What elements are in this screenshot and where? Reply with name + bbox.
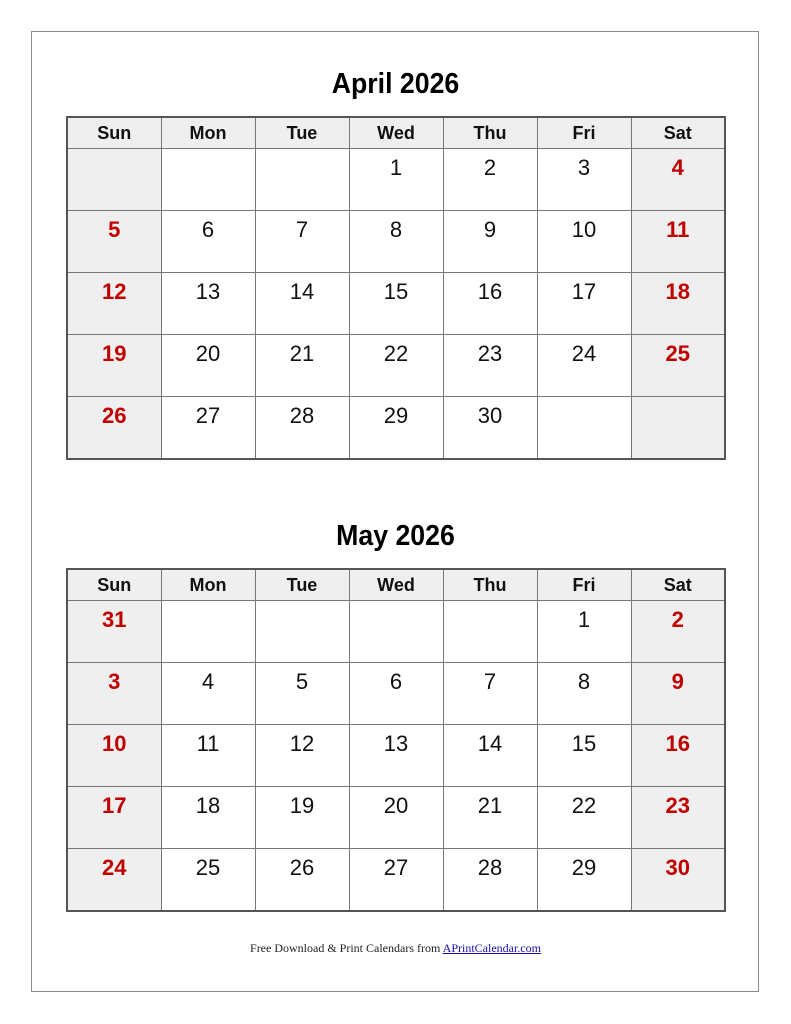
empty-day-cell — [255, 601, 349, 663]
day-cell — [161, 725, 255, 787]
day-cell — [349, 663, 443, 725]
empty-day-cell — [255, 149, 349, 211]
day-cell — [537, 211, 631, 273]
day-cell — [537, 787, 631, 849]
day-number: 4 — [201, 669, 215, 694]
day-cell — [349, 149, 443, 211]
month-title-april: April 2026 — [331, 68, 460, 100]
day-number: 8 — [577, 669, 591, 694]
day-cell — [537, 725, 631, 787]
day-number: 19 — [102, 341, 127, 366]
day-cell — [349, 335, 443, 397]
day-number: 4 — [671, 155, 684, 180]
day-number: 25 — [665, 341, 690, 366]
day-number: 9 — [671, 669, 684, 694]
day-cell — [537, 335, 631, 397]
footer-text: Free Download & Print Calendars from — [250, 941, 443, 955]
day-cell — [537, 273, 631, 335]
day-number: 6 — [201, 217, 215, 242]
day-number: 20 — [195, 341, 221, 366]
week-row — [67, 787, 725, 849]
footer — [0, 941, 791, 956]
day-cell — [443, 663, 537, 725]
week-row — [67, 273, 725, 335]
day-cell — [443, 787, 537, 849]
day-cell — [631, 849, 725, 912]
day-number: 6 — [389, 669, 403, 694]
day-number: 24 — [102, 855, 127, 880]
day-cell — [161, 335, 255, 397]
day-cell — [631, 787, 725, 849]
weekday-header-mon: Mon — [161, 569, 255, 601]
day-cell — [349, 849, 443, 912]
calendar-grid-april — [66, 116, 726, 460]
day-cell — [443, 849, 537, 912]
day-cell — [161, 397, 255, 460]
empty-day-cell — [161, 601, 255, 663]
day-number: 11 — [196, 731, 220, 756]
month-title-may: May 2026 — [336, 520, 455, 552]
day-cell — [631, 273, 725, 335]
weekday-header-tue: Tue — [255, 569, 349, 601]
day-number: 24 — [571, 341, 597, 366]
calendar-grid-may — [66, 568, 726, 912]
day-number: 12 — [102, 279, 127, 304]
day-number: 7 — [483, 669, 497, 694]
day-number: 26 — [102, 403, 127, 428]
day-number: 25 — [195, 855, 221, 880]
day-number: 19 — [289, 793, 315, 818]
day-cell — [349, 787, 443, 849]
day-cell — [67, 601, 161, 663]
day-number: 30 — [665, 855, 690, 880]
weekday-header-wed: Wed — [349, 569, 443, 601]
day-number: 2 — [671, 607, 684, 632]
day-cell — [537, 663, 631, 725]
day-number: 10 — [102, 731, 127, 756]
day-number: 28 — [477, 855, 503, 880]
day-number: 14 — [477, 731, 503, 756]
day-number: 5 — [295, 669, 309, 694]
day-cell — [255, 849, 349, 912]
day-number: 27 — [383, 855, 409, 880]
weekday-header-sat: Sat — [631, 569, 725, 601]
day-number: 3 — [108, 669, 121, 694]
day-number: 13 — [195, 279, 221, 304]
week-row — [67, 397, 725, 460]
empty-day-cell — [161, 149, 255, 211]
week-row — [67, 211, 725, 273]
day-number: 11 — [666, 217, 690, 242]
day-cell — [631, 211, 725, 273]
day-cell — [67, 273, 161, 335]
day-number: 16 — [665, 731, 690, 756]
weekday-header-mon: Mon — [161, 117, 255, 149]
day-cell — [255, 787, 349, 849]
day-number: 14 — [289, 279, 315, 304]
day-cell — [67, 725, 161, 787]
day-number: 7 — [295, 217, 309, 242]
day-cell — [349, 397, 443, 460]
day-number: 17 — [571, 279, 597, 304]
day-number: 23 — [477, 341, 503, 366]
day-cell — [67, 211, 161, 273]
day-cell — [537, 149, 631, 211]
day-cell — [255, 397, 349, 460]
empty-day-cell — [537, 397, 631, 460]
empty-day-cell — [349, 601, 443, 663]
day-number: 16 — [477, 279, 503, 304]
day-cell — [161, 211, 255, 273]
weekday-header-row — [67, 569, 725, 601]
day-cell — [443, 335, 537, 397]
day-cell — [631, 601, 725, 663]
day-number: 26 — [289, 855, 315, 880]
day-cell — [443, 725, 537, 787]
day-number: 15 — [383, 279, 409, 304]
week-row — [67, 849, 725, 912]
day-number: 18 — [195, 793, 221, 818]
day-number: 30 — [477, 403, 503, 428]
week-row — [67, 335, 725, 397]
weekday-header-wed: Wed — [349, 117, 443, 149]
day-cell — [443, 149, 537, 211]
day-number: 9 — [483, 217, 497, 242]
day-cell — [67, 663, 161, 725]
weekday-header-sun: Sun — [67, 569, 161, 601]
weekday-header-thu: Thu — [443, 117, 537, 149]
day-number: 1 — [389, 155, 403, 180]
day-number: 22 — [383, 341, 409, 366]
week-row — [67, 725, 725, 787]
day-number: 31 — [102, 607, 127, 632]
weekday-header-fri: Fri — [537, 569, 631, 601]
week-row — [67, 601, 725, 663]
day-cell — [631, 663, 725, 725]
day-cell — [349, 211, 443, 273]
day-number: 21 — [477, 793, 503, 818]
day-cell — [537, 849, 631, 912]
day-cell — [443, 273, 537, 335]
day-number: 21 — [289, 341, 315, 366]
day-cell — [631, 335, 725, 397]
week-row — [67, 149, 725, 211]
day-number: 20 — [383, 793, 409, 818]
day-cell — [161, 663, 255, 725]
day-cell — [255, 663, 349, 725]
day-number: 12 — [289, 731, 315, 756]
day-number: 23 — [665, 793, 690, 818]
day-cell — [349, 273, 443, 335]
day-number: 10 — [571, 217, 597, 242]
weekday-header-row — [67, 117, 725, 149]
day-number: 5 — [108, 217, 121, 242]
weekday-header-tue: Tue — [255, 117, 349, 149]
day-cell — [161, 787, 255, 849]
empty-day-cell — [631, 397, 725, 460]
day-cell — [67, 335, 161, 397]
week-row — [67, 663, 725, 725]
day-cell — [349, 725, 443, 787]
empty-day-cell — [67, 149, 161, 211]
day-cell — [255, 725, 349, 787]
day-cell — [161, 273, 255, 335]
day-cell — [255, 335, 349, 397]
weekday-header-sat: Sat — [631, 117, 725, 149]
day-number: 13 — [383, 731, 409, 756]
day-number: 18 — [665, 279, 690, 304]
day-number: 2 — [483, 155, 497, 180]
day-number: 15 — [571, 731, 597, 756]
day-cell — [67, 397, 161, 460]
footer-link[interactable]: APrintCalendar.com — [442, 941, 541, 955]
day-cell — [255, 273, 349, 335]
day-cell — [631, 725, 725, 787]
day-number: 1 — [577, 607, 591, 632]
day-cell — [631, 149, 725, 211]
day-number: 29 — [383, 403, 409, 428]
day-number: 28 — [289, 403, 315, 428]
day-cell — [443, 397, 537, 460]
day-cell — [67, 787, 161, 849]
weekday-header-fri: Fri — [537, 117, 631, 149]
empty-day-cell — [443, 601, 537, 663]
day-number: 22 — [571, 793, 597, 818]
day-number: 29 — [571, 855, 597, 880]
day-number: 8 — [389, 217, 403, 242]
day-cell — [161, 849, 255, 912]
weekday-header-sun: Sun — [67, 117, 161, 149]
day-cell — [67, 849, 161, 912]
day-cell — [537, 601, 631, 663]
day-cell — [443, 211, 537, 273]
weekday-header-thu: Thu — [443, 569, 537, 601]
day-number: 17 — [102, 793, 127, 818]
day-cell — [255, 211, 349, 273]
day-number: 27 — [195, 403, 221, 428]
day-number: 3 — [577, 155, 591, 180]
